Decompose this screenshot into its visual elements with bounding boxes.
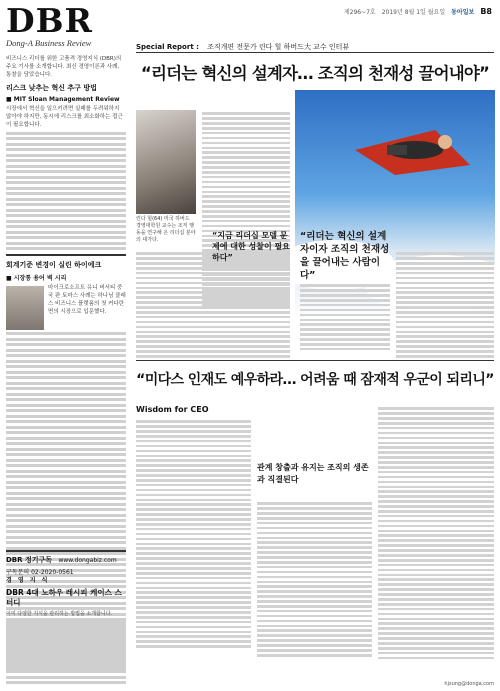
footer-email: hjsung@donga.com <box>444 681 494 687</box>
left-bottom-box <box>6 575 126 687</box>
page-number: B8 <box>480 7 492 16</box>
column-2 <box>136 250 290 360</box>
special-report <box>136 42 349 52</box>
subscribe-url[interactable]: www.dongabiz.com <box>58 557 117 564</box>
bottom-headline: “미다스 인재도 예우하라… 어려움 때 잠재적 우군이 되리니” <box>136 372 494 388</box>
masthead-subtitle: Dong-A Business Review <box>6 38 92 48</box>
issue-date: 2019년 8월 1일 월요일 <box>381 9 446 16</box>
subscribe-title <box>6 555 126 565</box>
headline: “리더는 혁신의 설계자… 조직의 천재성 끌어내야” <box>140 64 490 83</box>
left-bottom-lines <box>6 621 126 685</box>
bottom-column-2 <box>257 500 372 659</box>
sidebar-title: 리스크 낮추는 혁신 추구 방법 <box>6 84 97 92</box>
section-divider <box>136 360 494 361</box>
issue-line <box>300 7 492 16</box>
sidebar-body-2: 마이크로소프트 유니 버서티 중국 판 토마스 사례는 하나님 클래스 비즈니스 플랫폼의 첫 커다란 면의 시장으로 입문했다. <box>48 285 126 315</box>
special-text: 조직개편 전문가 린다 힐 하버드大 교수 인터뷰 <box>207 43 350 51</box>
left-bottom-title: DBR 4대 노하우 레시피 케이스 스터디 <box>6 588 122 607</box>
dbr-logo: DBR <box>6 1 93 40</box>
wisdom-label: Wisdom for CEO <box>136 405 209 414</box>
sidebar-section: ■ MIT Sloan Management Review <box>6 96 120 103</box>
issue-number: 제296~7호 <box>343 9 376 16</box>
sidebar-body: 시장에서 혁신을 일으키려면 실패를 두려워하지 않아야 하지만, 동시에 리스크를 최소화하는 접근이 필요합니다. <box>6 106 123 128</box>
special-label: Special Report : <box>136 43 199 51</box>
sidebar-section-2: ■ 시장통 용어 벽 시리 <box>6 275 67 282</box>
top-rule <box>136 52 494 53</box>
photo-caption: 린다 힐(64) 미국 하버드 경영대학원 교수는 조직 행동을 연구해 온 리더십 분야의 대가다. <box>136 216 196 243</box>
left-bottom-text: 이미 다양한 지식을 관리하는 방법을 소개합니다. <box>6 611 113 617</box>
subscribe-label: DBR 정기구독 <box>6 556 53 564</box>
bottom-subhead: 관계 창출과 유지는 조직의 생존과 직결된다 <box>257 463 369 484</box>
masthead <box>6 1 93 48</box>
side-quote: “지금 리더십 모델 문제에 대한 성찰이 필요하다” <box>212 231 290 262</box>
linda-hill-photo <box>136 110 196 214</box>
pull-quote: “리더는 혁신의 설계자이자 조직의 천재성을 끌어내는 사람이다” <box>300 231 390 281</box>
sidebar-title-2: 회계기준 변경이 실린 하이에크 <box>6 261 102 269</box>
sidebar-text-lines <box>6 132 126 251</box>
bottom-column-3 <box>378 405 494 662</box>
subscribe-phone: 구독문의 02-2020-0561 <box>6 569 74 576</box>
sidebar-intro: 비즈니스 리더를 위한 고품격 경영지식 (DBR)의 주요 기사를 소개합니다. 최신 경영이론과 사례, 통찰을 담았습니다. <box>6 56 122 78</box>
column-4 <box>396 250 494 360</box>
dbr-subscribe-box <box>6 550 126 576</box>
paper-name: 동아일보 <box>451 9 475 16</box>
left-bottom-label: 경 영 지 식 <box>6 577 50 584</box>
bottom-column-1 <box>136 418 251 650</box>
column-3 <box>300 230 390 353</box>
superhero-figure <box>295 90 495 240</box>
sidebar-photo <box>6 286 44 330</box>
sidebar-divider <box>6 254 126 256</box>
